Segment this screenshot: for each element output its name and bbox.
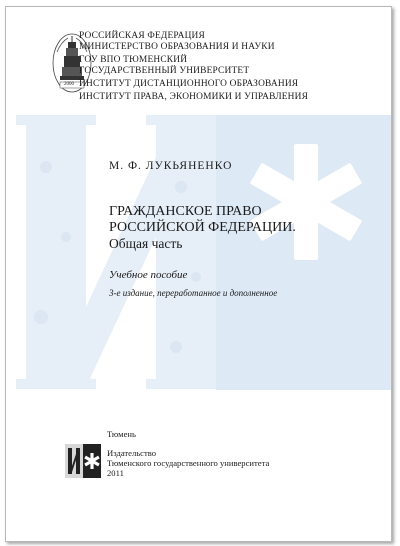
header-line-2: МИНИСТЕРСТВО ОБРАЗОВАНИЯ И НАУКИ xyxy=(79,42,275,52)
publisher-label: Издательство xyxy=(107,448,157,458)
header-line-5: ИНСТИТУТ ДИСТАНЦИОННОГО ОБРАЗОВАНИЯ xyxy=(79,79,299,89)
emblem-year: 2000 xyxy=(64,82,74,87)
publisher-name: Тюменского государственного университета xyxy=(107,458,270,468)
header-line-4: ГОСУДАРСТВЕННЫЙ УНИВЕРСИТЕТ xyxy=(79,66,250,76)
header-line-1: РОССИЙСКАЯ ФЕДЕРАЦИЯ xyxy=(79,31,205,41)
title-line-2: РОССИЙСКОЙ ФЕДЕРАЦИИ. xyxy=(109,220,296,235)
header-line-3: ГОУ ВПО ТЮМЕНСКИЙ xyxy=(79,55,188,65)
publisher-logo-icon xyxy=(65,444,101,478)
author-name: М. Ф. ЛУКЬЯНЕНКО xyxy=(109,160,233,172)
book-genre: Учебное пособие xyxy=(109,269,188,281)
book-edition: 3-е издание, переработанное и дополненное xyxy=(109,288,278,298)
publisher-city: Тюмень xyxy=(107,429,136,439)
title-line-1: ГРАЖДАНСКОЕ ПРАВО xyxy=(109,204,262,219)
watermark-letter xyxy=(16,115,226,389)
publisher-year: 2011 xyxy=(107,468,124,478)
book-cover-page xyxy=(5,6,392,542)
header-line-6: ИНСТИТУТ ПРАВА, ЭКОНОМИКИ И УПРАВЛЕНИЯ xyxy=(79,92,309,102)
title-subtitle: Общая часть xyxy=(109,236,183,251)
